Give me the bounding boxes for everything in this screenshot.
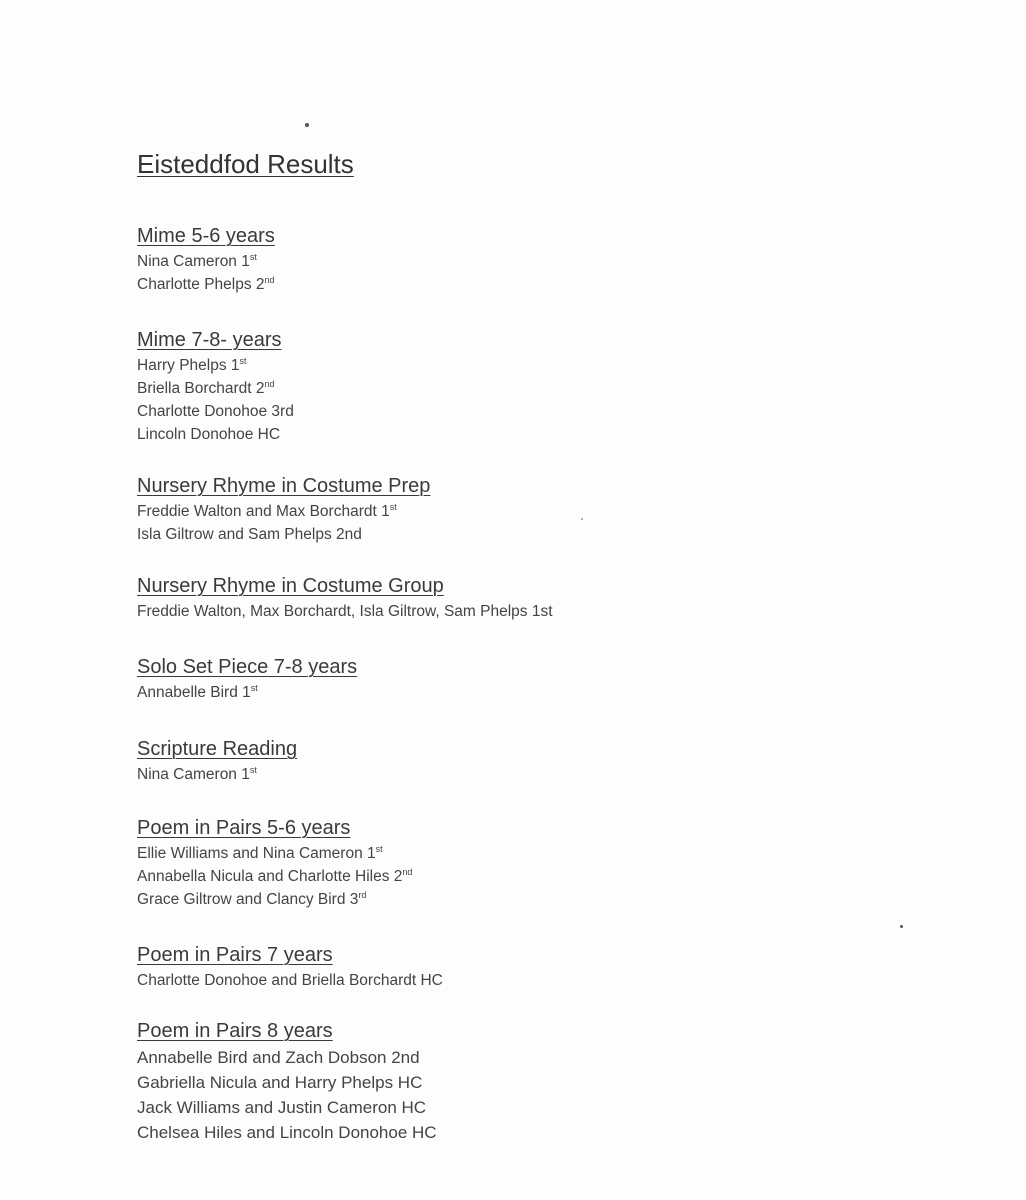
entry-text: Isla Giltrow and Sam Phelps 2nd bbox=[137, 526, 362, 543]
result-entry bbox=[137, 250, 275, 273]
section-heading: Poem in Pairs 7 years bbox=[137, 944, 333, 966]
section-heading: Poem in Pairs 5-6 years bbox=[137, 817, 351, 839]
ordinal-suffix: rd bbox=[358, 889, 367, 900]
result-entries bbox=[137, 1045, 437, 1145]
ordinal-suffix: st bbox=[375, 843, 383, 854]
result-entry bbox=[137, 1095, 437, 1120]
result-section bbox=[137, 474, 430, 546]
ordinal-suffix: st bbox=[239, 355, 247, 366]
result-entry bbox=[137, 273, 275, 296]
entry-text: Nina Cameron 1 bbox=[137, 766, 250, 783]
result-entry bbox=[137, 400, 294, 423]
entry-text: Annabelle Bird 1 bbox=[137, 684, 251, 701]
entry-text: Annabella Nicula and Charlotte Hiles 2 bbox=[137, 868, 403, 885]
entry-text: Freddie Walton and Max Borchardt 1 bbox=[137, 503, 390, 520]
result-entry bbox=[137, 888, 412, 911]
ordinal-suffix: nd bbox=[264, 378, 275, 389]
result-entry bbox=[137, 865, 412, 888]
result-entry bbox=[137, 1070, 437, 1095]
result-entry bbox=[137, 600, 553, 623]
result-section bbox=[137, 737, 297, 786]
page-title: Eisteddfod Results bbox=[137, 149, 354, 179]
scan-speck bbox=[581, 518, 583, 520]
section-heading: Solo Set Piece 7-8 years bbox=[137, 656, 358, 678]
section-heading: Mime 7-8- years bbox=[137, 329, 282, 351]
scan-speck bbox=[305, 123, 309, 127]
entry-text: Charlotte Donohoe 3rd bbox=[137, 403, 294, 420]
result-entry bbox=[137, 969, 443, 992]
entry-text: Nina Cameron 1 bbox=[137, 253, 250, 270]
ordinal-suffix: nd bbox=[264, 274, 275, 285]
result-entries bbox=[137, 500, 430, 546]
section-heading: Mime 5-6 years bbox=[137, 225, 275, 247]
result-section bbox=[137, 655, 357, 704]
entry-text: Ellie Williams and Nina Cameron 1 bbox=[137, 845, 376, 862]
section-heading: Nursery Rhyme in Costume Prep bbox=[137, 475, 431, 497]
ordinal-suffix: st bbox=[249, 764, 257, 775]
result-section bbox=[137, 1019, 437, 1145]
result-entries bbox=[137, 681, 357, 704]
section-heading: Nursery Rhyme in Costume Group bbox=[137, 575, 444, 597]
result-entry bbox=[137, 1120, 437, 1145]
entry-text: Annabelle Bird and Zach Dobson 2nd bbox=[137, 1048, 420, 1067]
result-entry bbox=[137, 681, 357, 704]
entry-text: Briella Borchardt 2 bbox=[137, 380, 265, 397]
result-entry bbox=[137, 377, 294, 400]
entry-text: Gabriella Nicula and Harry Phelps HC bbox=[137, 1073, 423, 1092]
result-section bbox=[137, 574, 553, 623]
entry-text: Freddie Walton, Max Borchardt, Isla Giltrow, Sam Phelps 1st bbox=[137, 603, 553, 620]
result-entry bbox=[137, 763, 297, 786]
result-entry bbox=[137, 500, 430, 523]
entry-text: Lincoln Donohoe HC bbox=[137, 426, 281, 443]
ordinal-suffix: st bbox=[250, 682, 258, 693]
result-section bbox=[137, 328, 294, 446]
entry-text: Harry Phelps 1 bbox=[137, 357, 240, 374]
ordinal-suffix: st bbox=[249, 251, 257, 262]
result-entry bbox=[137, 1045, 437, 1070]
result-entries bbox=[137, 354, 294, 446]
entry-text: Chelsea Hiles and Lincoln Donohoe HC bbox=[137, 1123, 437, 1142]
result-entries bbox=[137, 600, 553, 623]
result-section bbox=[137, 816, 412, 911]
result-section bbox=[137, 943, 443, 992]
result-section bbox=[137, 224, 275, 296]
section-heading: Poem in Pairs 8 years bbox=[137, 1020, 333, 1042]
result-entry bbox=[137, 354, 294, 377]
result-entry bbox=[137, 842, 412, 865]
result-entries bbox=[137, 842, 412, 911]
ordinal-suffix: st bbox=[389, 501, 397, 512]
entry-text: Charlotte Phelps 2 bbox=[137, 276, 265, 293]
section-heading: Scripture Reading bbox=[137, 738, 298, 760]
entry-text: Jack Williams and Justin Cameron HC bbox=[137, 1098, 427, 1117]
result-entries bbox=[137, 969, 443, 992]
scan-speck bbox=[900, 925, 903, 928]
ordinal-suffix: nd bbox=[402, 866, 413, 877]
result-entries bbox=[137, 250, 275, 296]
entry-text: Grace Giltrow and Clancy Bird 3 bbox=[137, 891, 359, 908]
result-entry bbox=[137, 523, 430, 546]
result-entry bbox=[137, 423, 294, 446]
entry-text: Charlotte Donohoe and Briella Borchardt HC bbox=[137, 972, 443, 989]
result-entries bbox=[137, 763, 297, 786]
